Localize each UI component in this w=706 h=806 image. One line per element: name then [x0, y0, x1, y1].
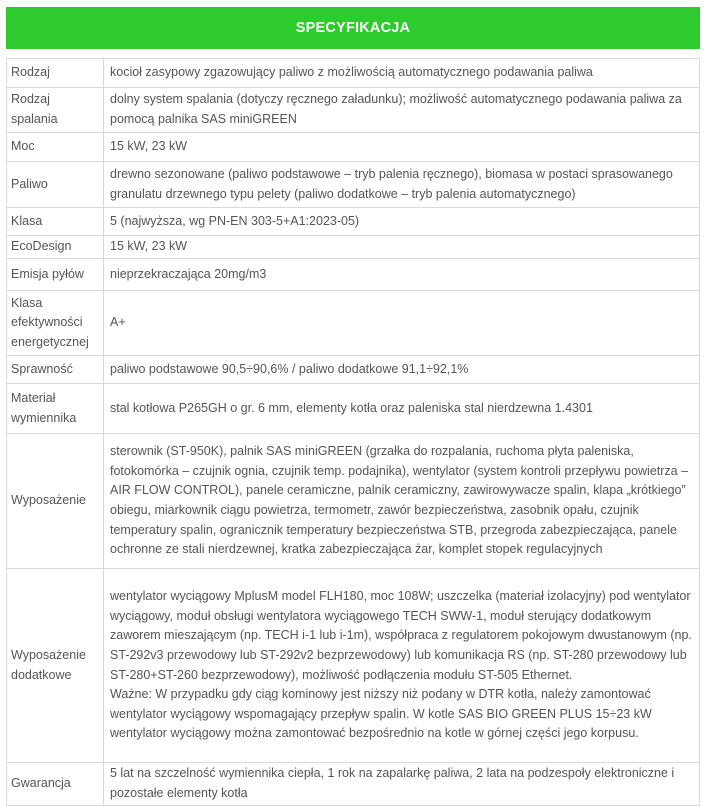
table-row [7, 259, 700, 291]
row-value: wentylator wyciągowy MplusM model FLH180, moc 108W; uszczelka (materiał izolacyjny) pod wentylator wyciągowy, moduł obsługi wentylatora wyciągowego TECH SWW-1, moduł sterujący dodatkowym zaworem mieszającym (np. TECH i-1 lub i-1m), współpraca z regulatorem pokojowym dwustanowym (np. ST-292v3 przewodowy lub ST-292v2 bezprzewodowy) lub komunikacja RS (np. ST-280 przewodowy lub ST-280+ST-260 bezprzewodowy), możliwość podłączenia modułu ST-505 Ethernet. [110, 589, 692, 682]
table-row [7, 133, 700, 162]
table-row [7, 356, 700, 384]
row-note: Ważne: W przypadku gdy ciąg kominowy jest niższy niż podany w DTR kotła, należy zamontować wentylator wyciągowy wspomagający przepływ spalin. W kotle SAS BIO GREEN PLUS 15÷23 kW wentylator wyciągowy można zamontować bezpośrednio na kotle w górnej części jego korpusu. [110, 687, 652, 741]
row-label: Wyposażenie [7, 434, 104, 569]
table-row [7, 763, 700, 806]
row-value: 15 kW, 23 kW [104, 133, 700, 162]
row-label: Rodzaj spalania [7, 88, 104, 133]
row-value: 5 (najwyższa, wg PN-EN 303-5+A1:2023-05) [104, 208, 700, 236]
table-row [7, 88, 700, 133]
row-label: Paliwo [7, 162, 104, 208]
row-label: Klasa [7, 208, 104, 236]
spec-table [6, 58, 700, 806]
row-value-container [104, 569, 700, 763]
row-label: EcoDesign [7, 236, 104, 259]
row-label: Gwarancja [7, 763, 104, 806]
row-label: Wyposażenie dodatkowe [7, 569, 104, 763]
row-value: 5 lat na szczelność wymiennika ciepła, 1 rok na zapalarkę paliwa, 2 lata na podzespoły elektroniczne i pozostałe elementy kotła [104, 763, 700, 806]
table-row [7, 434, 700, 569]
row-label: Materiał wymiennika [7, 384, 104, 434]
row-value: A+ [104, 291, 700, 356]
table-row [7, 162, 700, 208]
table-row [7, 208, 700, 236]
row-label: Sprawność [7, 356, 104, 384]
table-row [7, 384, 700, 434]
row-label: Rodzaj [7, 59, 104, 88]
row-value: kocioł zasypowy zgazowujący paliwo z możliwością automatycznego podawania paliwa [104, 59, 700, 88]
row-label: Klasa efektywności energetycznej [7, 291, 104, 356]
row-label: Emisja pyłów [7, 259, 104, 291]
row-value: stal kotłowa P265GH o gr. 6 mm, elementy kotła oraz paleniska stal nierdzewna 1.4301 [104, 384, 700, 434]
row-label: Moc [7, 133, 104, 162]
row-value: paliwo podstawowe 90,5÷90,6% / paliwo dodatkowe 91,1÷92,1% [104, 356, 700, 384]
spec-header: SPECYFIKACJA [6, 7, 700, 49]
row-value: sterownik (ST-950K), palnik SAS miniGREEN (grzałka do rozpalania, ruchoma płyta paleniska, fotokomórka – czujnik ognia, czujnik temp. podajnika), wentylator (system kontroli przepływu powietrza – AIR FLOW CONTROL), panele ceramiczne, palnik ceramiczny, zawirowywacze spalin, klapa „krótkiego” obiegu, miarkownik ciągu powietrza, termometr, zawór bezpieczeństwa, zasobnik opału, czujnik temperatury spalin, ogranicznik temperatury bezpieczeństwa STB, przegroda zabezpieczająca, panele ochronne ze stali nierdzewnej, kratka zabezpieczająca żar, komplet stopek regulacyjnych [104, 434, 700, 569]
row-value: drewno sezonowane (paliwo podstawowe – tryb palenia ręcznego), biomasa w postaci sprasowanego granulatu drzewnego typu pelety (paliwo dodatkowe – tryb palenia automatycznego) [104, 162, 700, 208]
row-value: dolny system spalania (dotyczy ręcznego załadunku); możliwość automatycznego podawania paliwa za pomocą palnika SAS miniGREEN [104, 88, 700, 133]
row-value: nieprzekraczająca 20mg/m3 [104, 259, 700, 291]
table-row [7, 59, 700, 88]
table-row [7, 236, 700, 259]
table-row [7, 569, 700, 763]
table-row [7, 291, 700, 356]
row-value: 15 kW, 23 kW [104, 236, 700, 259]
